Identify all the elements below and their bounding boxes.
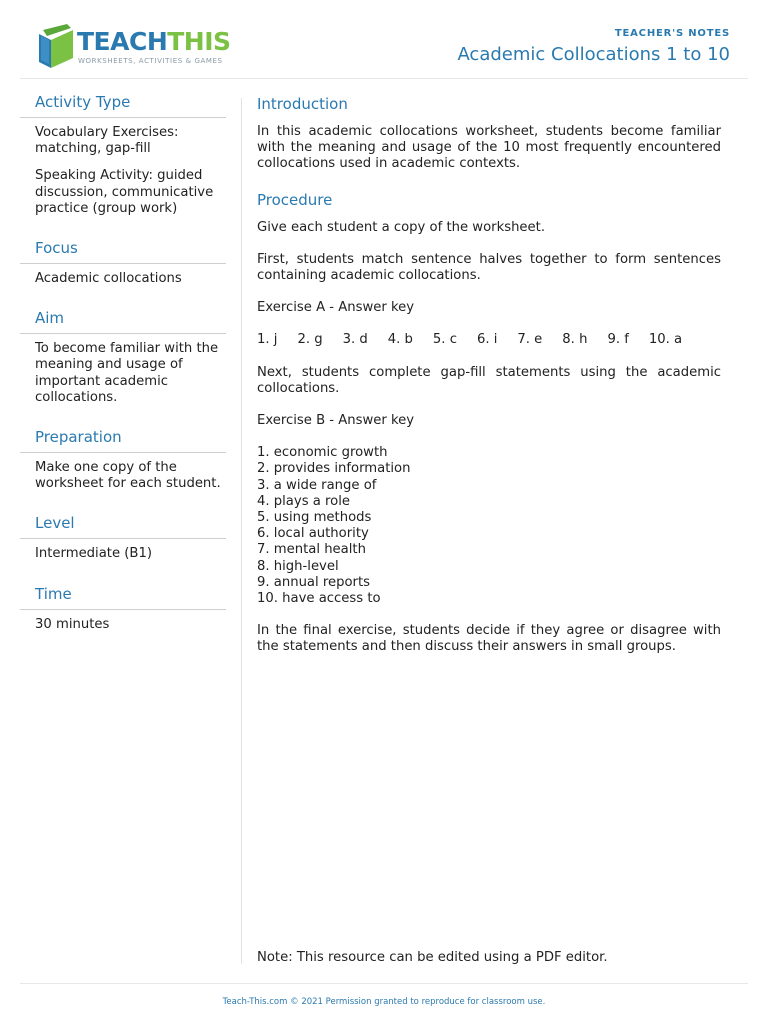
preparation-section <box>20 428 226 492</box>
procedure-step: First, students match sentence halves together to form sentences containing academic collocations. <box>257 251 721 284</box>
time-section <box>20 585 226 633</box>
answer-item: 3. a wide range of <box>257 477 377 493</box>
activity-type-heading: Activity Type <box>20 93 226 118</box>
copyright-text: Teach-This.com © 2021 Permission granted to reproduce for classroom use. <box>222 997 546 1007</box>
aim-heading: Aim <box>20 309 226 334</box>
exercise-b-answers <box>257 445 721 607</box>
sidebar <box>20 93 226 655</box>
main-content <box>257 93 721 672</box>
answer-item: 6. local authority <box>257 526 369 542</box>
preparation-body: Make one copy of the worksheet for each student. <box>35 460 221 492</box>
page-title: Academic Collocations 1 to 10 <box>457 44 730 65</box>
time-heading: Time <box>20 585 226 610</box>
answer-item: 5. using methods <box>257 510 372 526</box>
answer-item: 9. annual reports <box>257 574 371 590</box>
book-logo-icon <box>37 24 75 68</box>
aim-section <box>20 309 226 406</box>
answer-item: 4. b <box>387 332 413 348</box>
answer-item: 4. plays a role <box>257 493 351 509</box>
page-header <box>20 0 748 79</box>
brand-tagline: WORKSHEETS, ACTIVITIES & GAMES <box>78 57 223 65</box>
exercise-a-answers <box>257 332 721 348</box>
answer-item: 1. economic growth <box>257 445 388 461</box>
aim-body: To become familiar with the meaning and usage of important academic collocations. <box>35 341 219 405</box>
page-footer <box>20 983 748 1007</box>
activity-type-line: Speaking Activity: guided discussion, communicative practice (group work) <box>35 168 214 216</box>
procedure-step: Give each student a copy of the worksheet. <box>257 219 546 235</box>
focus-body: Academic collocations <box>35 271 182 287</box>
focus-section <box>20 239 226 287</box>
answer-item: 3. d <box>342 332 368 348</box>
answer-item: 9. f <box>607 332 629 348</box>
answer-item: 2. g <box>297 332 323 348</box>
level-section <box>20 514 226 562</box>
answer-item: 8. high-level <box>257 558 339 574</box>
procedure-step: Next, students complete gap-fill statements using the academic collocations. <box>257 364 721 396</box>
answer-item: 6. i <box>476 332 498 348</box>
exercise-b-label: Exercise B - Answer key <box>257 413 415 429</box>
level-body: Intermediate (B1) <box>35 546 153 562</box>
activity-type-line: Vocabulary Exercises: matching, gap-fill <box>35 125 179 157</box>
answer-item: 10. a <box>648 332 683 348</box>
activity-type-body <box>20 118 226 217</box>
activity-type-section <box>20 93 226 217</box>
exercise-a-label: Exercise A - Answer key <box>257 300 415 316</box>
procedure-step: In the final exercise, students decide if they agree or disagree with the statements and then discuss their answers in small groups. <box>257 623 721 655</box>
answer-item: 2. provides information <box>257 461 411 477</box>
brand-name: TEACHTHIS <box>77 27 231 56</box>
answer-item: 1. j <box>257 332 278 348</box>
header-kicker: TEACHER'S NOTES <box>614 28 730 39</box>
procedure-heading: Procedure <box>257 190 333 209</box>
answer-item: 5. c <box>432 332 457 348</box>
edit-note: Note: This resource can be edited using a PDF editor. <box>257 950 608 965</box>
brand-logo <box>37 24 237 68</box>
answer-item: 8. h <box>562 332 588 348</box>
column-divider <box>241 98 242 964</box>
level-heading: Level <box>20 514 226 539</box>
answer-item: 10. have access to <box>257 591 381 607</box>
focus-heading: Focus <box>20 239 226 264</box>
introduction-text: In this academic collocations worksheet, students become familiar with the meaning and usage of the 10 most frequently encountered collocations used in academic contexts. <box>257 124 721 172</box>
preparation-heading: Preparation <box>20 428 226 453</box>
introduction-heading: Introduction <box>257 95 348 113</box>
answer-item: 7. mental health <box>257 542 366 558</box>
time-body: 30 minutes <box>35 616 110 632</box>
answer-item: 7. e <box>517 332 543 348</box>
